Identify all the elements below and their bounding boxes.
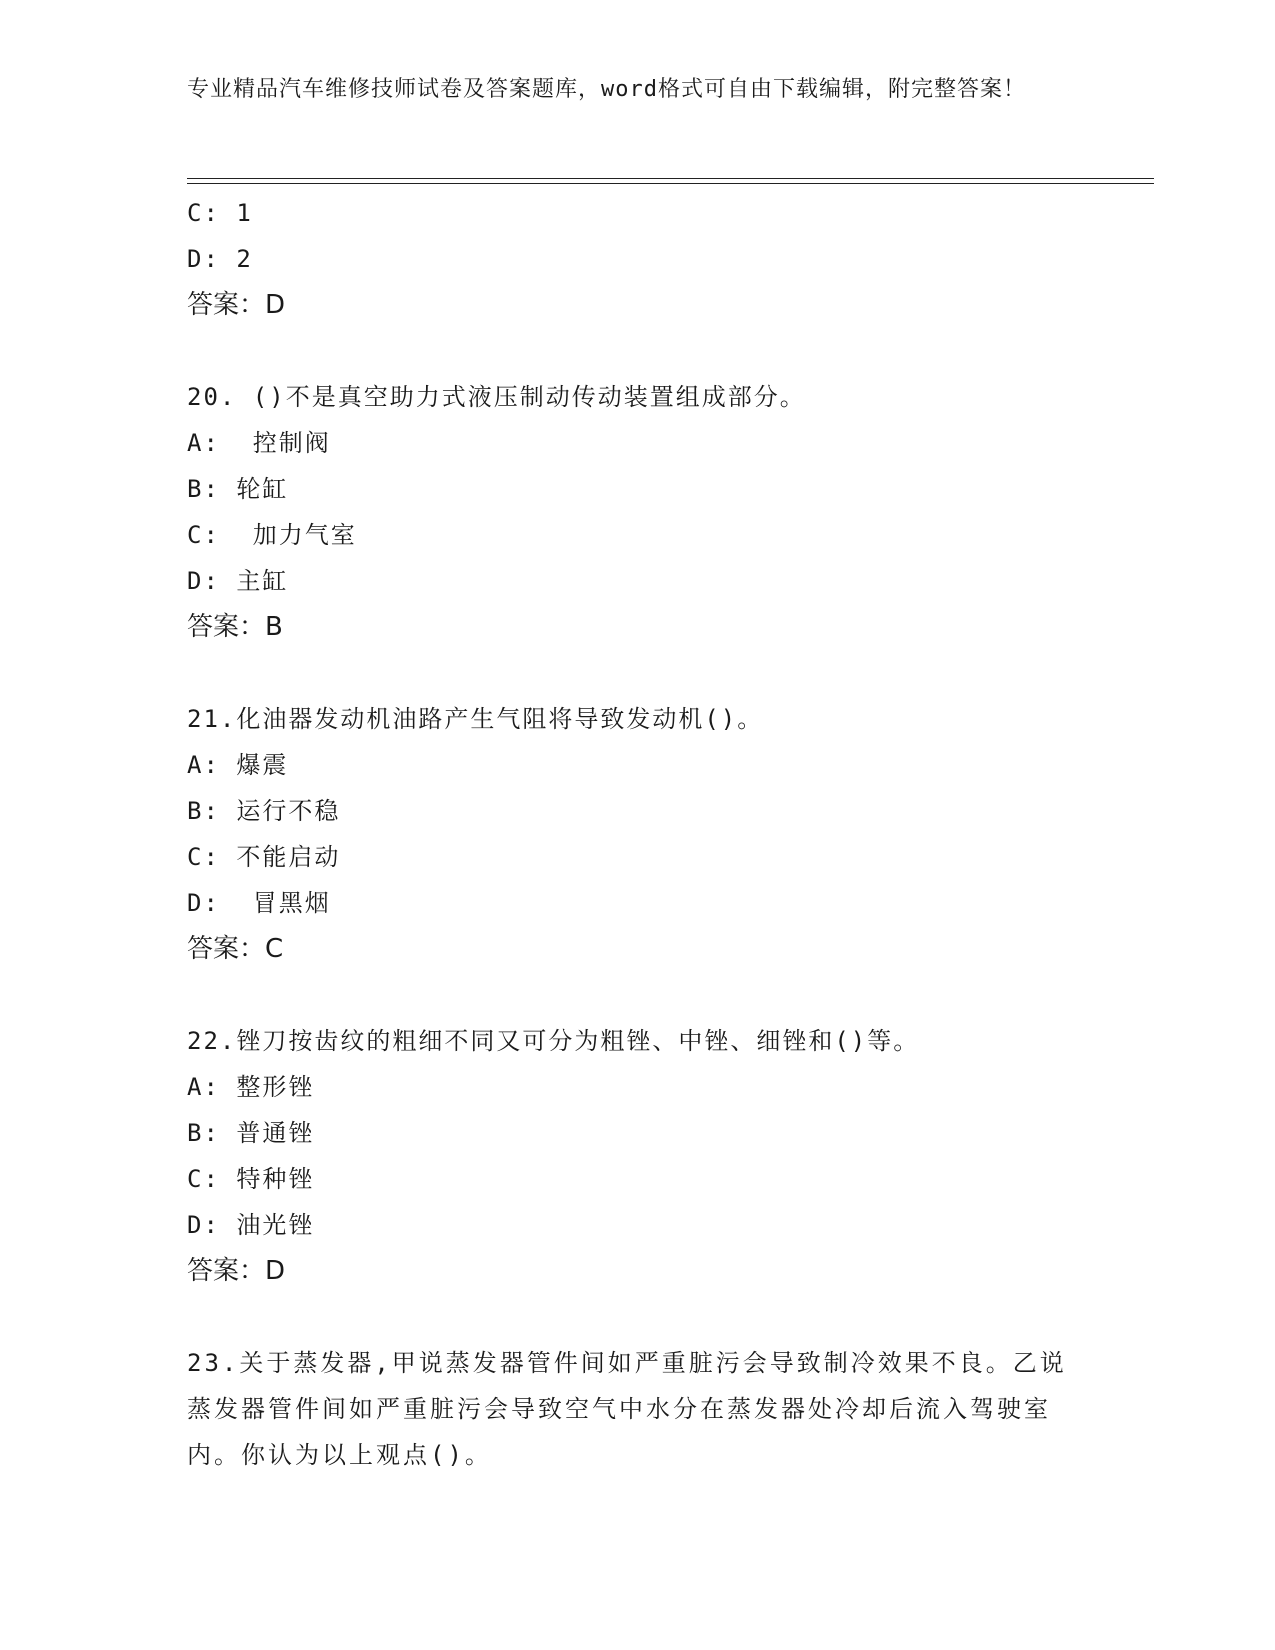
question-stem: 23.关于蒸发器,甲说蒸发器管件间如严重脏污会导致制冷效果不良。乙说蒸发器管件间如严重脏污会导致空气中水分在蒸发器处冷却后流入驾驶室内。你认为以上观点()。 [187, 1349, 1067, 1469]
page-header: 专业精品汽车维修技师试卷及答案题库，word格式可自由下载编辑，附完整答案！ [187, 77, 1026, 102]
option-c: C: 特种锉 [187, 1165, 315, 1193]
answer-line: 答案：D [187, 290, 286, 320]
option-d: D: 冒黑烟 [187, 889, 331, 917]
answer-line: 答案：C [187, 934, 284, 964]
answer-line: 答案：B [187, 612, 283, 642]
question-stem: 20. ()不是真空助力式液压制动传动装置组成部分。 [187, 383, 806, 411]
option-a: A: 整形锉 [187, 1073, 315, 1101]
option-c: C: 1 [187, 199, 253, 227]
header-divider [187, 178, 1154, 184]
option-c: C: 不能启动 [187, 843, 341, 871]
question-list [187, 190, 1087, 1478]
question-stem: 22.锉刀按齿纹的粗细不同又可分为粗锉、中锉、细锉和()等。 [187, 1027, 920, 1055]
option-c: C: 加力气室 [187, 521, 357, 549]
option-b: B: 运行不稳 [187, 797, 341, 825]
option-b: B: 普通锉 [187, 1119, 315, 1147]
answer-line: 答案：D [187, 1256, 286, 1286]
option-d: D: 2 [187, 245, 253, 273]
option-a: A: 爆震 [187, 751, 289, 779]
option-a: A: 控制阀 [187, 429, 331, 457]
question-stem: 21.化油器发动机油路产生气阻将导致发动机()。 [187, 705, 764, 733]
option-d: D: 主缸 [187, 567, 289, 595]
option-d: D: 油光锉 [187, 1211, 315, 1239]
option-b: B: 轮缸 [187, 475, 289, 503]
